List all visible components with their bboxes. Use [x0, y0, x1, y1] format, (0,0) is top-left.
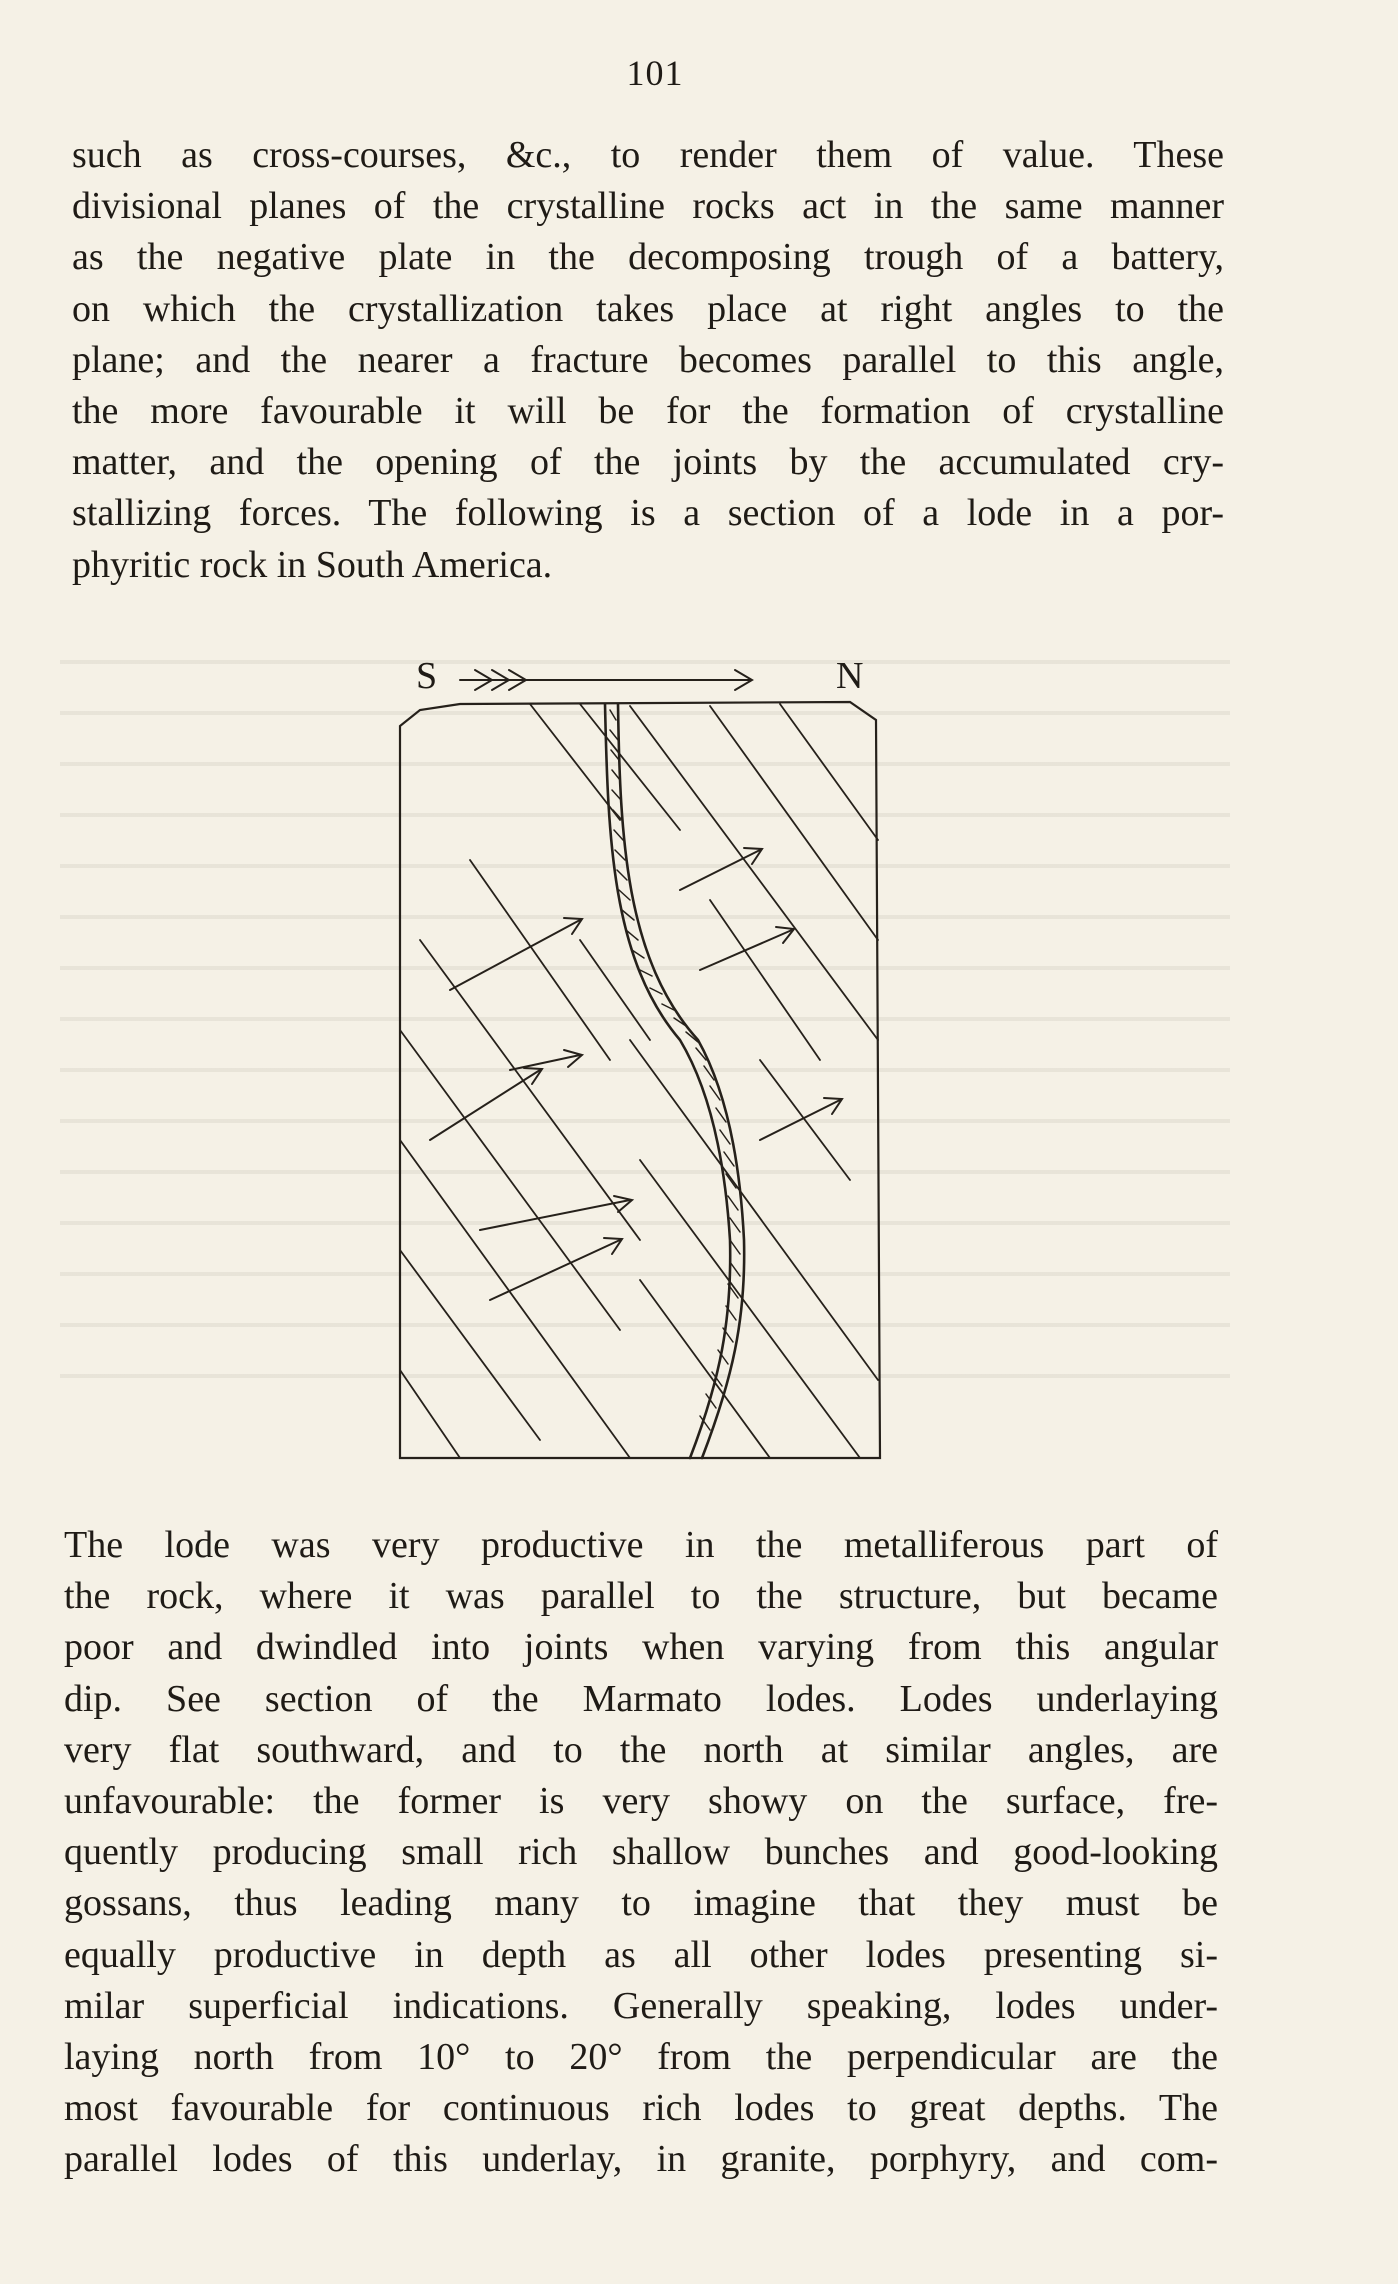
text-line: plane; and the nearer a fracture becomes parallel to this angle,: [72, 338, 1224, 381]
text-line: gossans, thus leading many to imagine that they must be: [64, 1882, 1218, 1925]
text-line: dip. See section of the Marmato lodes. Lodes underlaying: [64, 1677, 1218, 1720]
text-line: on which the crystallization takes place at right angles to the: [72, 287, 1224, 330]
text-line: as the negative plate in the decomposing trough of a battery,: [72, 236, 1224, 279]
text-line: very flat southward, and to the north at similar angles, are: [64, 1728, 1218, 1771]
text-line: phyritic rock in South America.: [72, 543, 553, 586]
label-north: N: [836, 655, 864, 697]
rock-outline: [400, 702, 880, 1458]
text-line: The lode was very productive in the metalliferous part of: [64, 1524, 1218, 1566]
label-south: S: [416, 655, 438, 697]
text-line: matter, and the opening of the joints by the accumulated cry-: [72, 441, 1224, 484]
arrow-top: [460, 670, 752, 690]
lode-vein: [605, 704, 744, 1458]
arrow-4: [510, 1050, 582, 1070]
joint-lines: [400, 704, 878, 1458]
text-line: quently producing small rich shallow bunches and good-looking: [64, 1831, 1218, 1874]
arrow-3: [700, 927, 794, 970]
arrow-1: [680, 848, 762, 890]
arrow-7: [480, 1196, 632, 1230]
text-line: the more favourable it will be for the formation of crystalline: [72, 390, 1224, 433]
lode-section-drawing: [380, 640, 900, 1470]
arrow-6: [760, 1098, 842, 1140]
arrow-5: [430, 1068, 542, 1140]
text-line: most favourable for continuous rich lodes to great depths. The: [64, 2087, 1218, 2130]
text-line: poor and dwindled into joints when varying from this angular: [64, 1626, 1218, 1669]
page-number: 101: [626, 53, 684, 93]
paragraph-lode-discussion: [64, 1520, 1218, 2186]
paragraph-intro: [72, 130, 1224, 591]
text-line: unfavourable: the former is very showy on the surface, fre-: [64, 1780, 1218, 1823]
text-line: divisional planes of the crystalline rocks act in the same manner: [72, 185, 1224, 228]
text-line: milar superficial indications. Generally speaking, lodes under-: [64, 1984, 1218, 2027]
text-line: stallizing forces. The following is a section of a lode in a por-: [72, 492, 1224, 535]
arrow-2: [450, 918, 582, 990]
lode-section-figure: [380, 640, 900, 1470]
text-line: parallel lodes of this underlay, in granite, porphyry, and com-: [64, 2138, 1218, 2181]
arrows: [430, 670, 842, 1300]
text-line: laying north from 10° to 20° from the perpendicular are the: [64, 2036, 1218, 2079]
text-line: equally productive in depth as all other lodes presenting si-: [64, 1933, 1218, 1976]
arrow-8: [490, 1238, 622, 1300]
text-line: the rock, where it was parallel to the structure, but became: [64, 1575, 1218, 1618]
text-line: such as cross-courses, &c., to render them of value. These: [72, 134, 1224, 176]
